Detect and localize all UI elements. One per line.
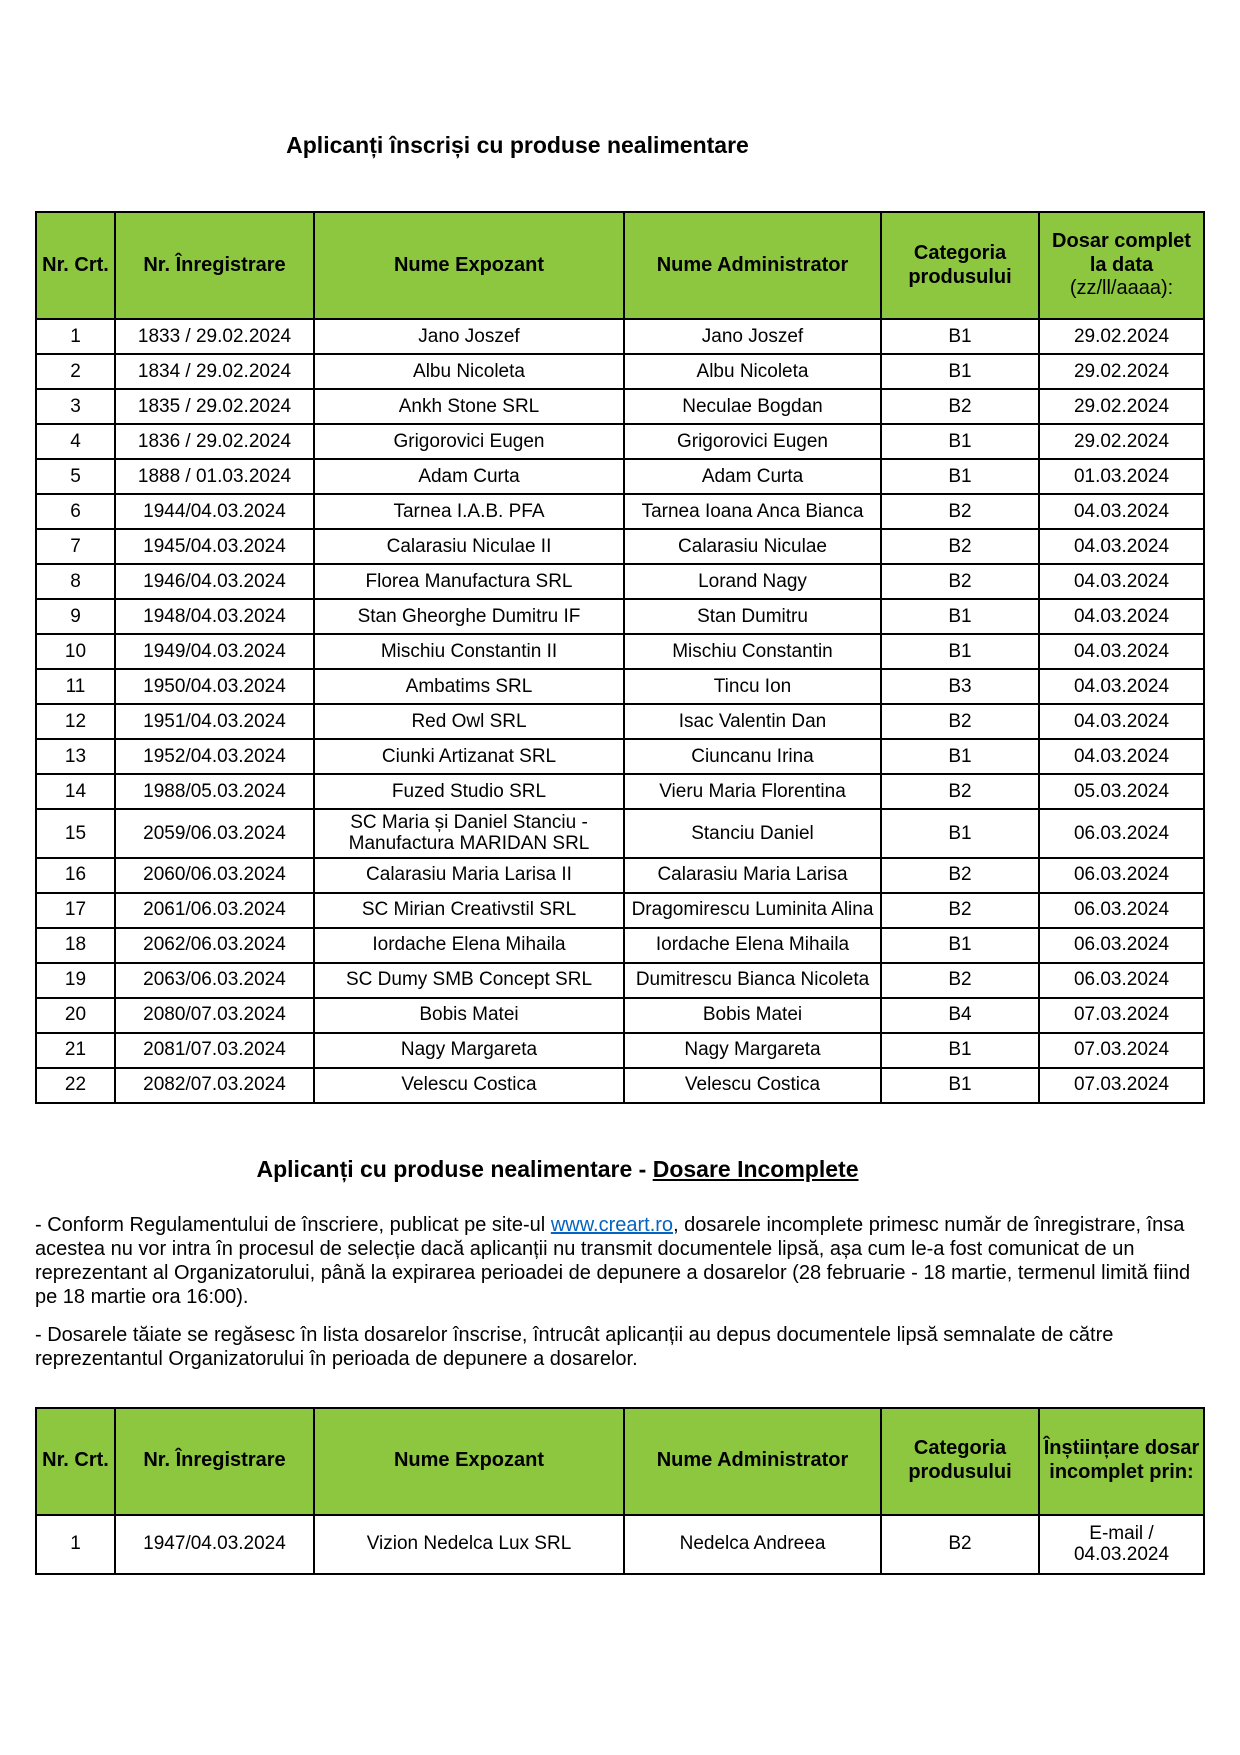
table-cell: 1948/04.03.2024 [115,599,314,634]
table-cell: 06.03.2024 [1039,963,1204,998]
table-cell: 06.03.2024 [1039,928,1204,963]
table-cell: Calarasiu Niculae [624,529,881,564]
table-cell: 04.03.2024 [1039,669,1204,704]
table-cell: Iordache Elena Mihaila [314,928,624,963]
table-cell: 05.03.2024 [1039,774,1204,809]
table-cell: 04.03.2024 [1039,529,1204,564]
section-title-incomplete [40,1156,1075,1183]
table-cell: E-mail / 04.03.2024 [1039,1515,1204,1574]
column-header [115,1408,314,1515]
table-cell: 1833 / 29.02.2024 [115,319,314,354]
table-cell: Nedelca Andreea [624,1515,881,1574]
incomplete-applicants-table [35,1407,1205,1575]
section-title-prefix: Aplicanți cu produse nealimentare - [256,1155,653,1182]
table-cell: 19 [36,963,115,998]
column-header-label: Categoria produsului [908,241,1012,288]
note-paragraph-1 [35,1213,1205,1309]
table-cell: Adam Curta [314,459,624,494]
table-cell: Tarnea I.A.B. PFA [314,494,624,529]
table-cell: B1 [881,739,1039,774]
table-cell: Vieru Maria Florentina [624,774,881,809]
table-cell: 22 [36,1068,115,1103]
table-row [36,494,1204,529]
table-cell: B1 [881,1068,1039,1103]
column-header [1039,1408,1204,1515]
table-cell: 1950/04.03.2024 [115,669,314,704]
table-cell: Iordache Elena Mihaila [624,928,881,963]
table-cell: 01.03.2024 [1039,459,1204,494]
table-cell: 04.03.2024 [1039,739,1204,774]
table-row [36,319,1204,354]
column-header-label: Categoria produsului [908,1437,1012,1484]
table-cell: 29.02.2024 [1039,319,1204,354]
table-cell: 3 [36,389,115,424]
note-paragraph-2: - Dosarele tăiate se regăsesc în lista dosarelor înscrise, întrucât aplicanții au depus documentele lipsă semnalate de către reprezentantul Organizatorului în perioada de depunere a dosarelor. [35,1323,1114,1370]
table-cell: 04.03.2024 [1039,704,1204,739]
table-cell: Nagy Margareta [624,1033,881,1068]
table-cell: 2060/06.03.2024 [115,858,314,893]
table-cell: Ciunki Artizanat SRL [314,739,624,774]
table-row [36,739,1204,774]
table-cell: B1 [881,459,1039,494]
table-cell: Tincu Ion [624,669,881,704]
table-row [36,564,1204,599]
column-header-label: Nume Expozant [393,1449,545,1472]
table-row [36,704,1204,739]
table-cell: 1944/04.03.2024 [115,494,314,529]
table-row [36,1515,1204,1574]
table-cell: Mischiu Constantin [624,634,881,669]
table-cell: 7 [36,529,115,564]
column-header [881,1408,1039,1515]
table-cell: 1952/04.03.2024 [115,739,314,774]
table-cell: 1946/04.03.2024 [115,564,314,599]
table-cell: 2061/06.03.2024 [115,893,314,928]
table-cell: Calarasiu Niculae II [314,529,624,564]
table-cell: 04.03.2024 [1039,599,1204,634]
table-cell: 2059/06.03.2024 [115,809,314,858]
table-cell: 1 [36,319,115,354]
column-header-label: Nr. Crt. [42,253,109,276]
table-cell: 1888 / 01.03.2024 [115,459,314,494]
table-cell: Ambatims SRL [314,669,624,704]
table-cell: 2062/06.03.2024 [115,928,314,963]
table-cell: Albu Nicoleta [624,354,881,389]
table-cell: Tarnea Ioana Anca Bianca [624,494,881,529]
table-cell: Lorand Nagy [624,564,881,599]
creart-website-link[interactable]: www.creart.ro [550,1213,674,1236]
table-cell: 12 [36,704,115,739]
table-cell: B2 [881,858,1039,893]
table-row [36,669,1204,704]
table-cell: 1951/04.03.2024 [115,704,314,739]
column-header-label: Nr. Înregistrare [143,1449,286,1472]
column-header-label: Nr. Crt. [42,1449,109,1472]
table-cell: 07.03.2024 [1039,998,1204,1033]
table-cell: B1 [881,809,1039,858]
table-cell: 1 [36,1515,115,1574]
column-header-label: Nr. Înregistrare [143,253,286,276]
table-cell: 13 [36,739,115,774]
table-cell: 11 [36,669,115,704]
table-cell: B2 [881,963,1039,998]
table-row [36,599,1204,634]
table-cell: 06.03.2024 [1039,893,1204,928]
table-cell: B2 [881,494,1039,529]
table-cell: B2 [881,893,1039,928]
column-header [314,1408,624,1515]
table-row [36,809,1204,858]
table-cell: Neculae Bogdan [624,389,881,424]
table-cell: 1988/05.03.2024 [115,774,314,809]
table-cell: 10 [36,634,115,669]
table-cell: B1 [881,424,1039,459]
table-row [36,354,1204,389]
table-cell: 04.03.2024 [1039,494,1204,529]
table-row [36,963,1204,998]
table-cell: Grigorovici Eugen [624,424,881,459]
table-cell: 18 [36,928,115,963]
table-cell: Stan Dumitru [624,599,881,634]
table-cell: Bobis Matei [624,998,881,1033]
table-cell: 1835 / 29.02.2024 [115,389,314,424]
table-cell: Bobis Matei [314,998,624,1033]
table-cell: Velescu Costica [624,1068,881,1103]
table-cell: 2081/07.03.2024 [115,1033,314,1068]
table-cell: Vizion Nedelca Lux SRL [314,1515,624,1574]
table-cell: Stanciu Daniel [624,809,881,858]
table-cell: Velescu Costica [314,1068,624,1103]
table-cell: 07.03.2024 [1039,1033,1204,1068]
table-cell: 1949/04.03.2024 [115,634,314,669]
table-row [36,928,1204,963]
table-cell: Ankh Stone SRL [314,389,624,424]
table-cell: SC Dumy SMB Concept SRL [314,963,624,998]
table-cell: Florea Manufactura SRL [314,564,624,599]
table-cell: B2 [881,1515,1039,1574]
table-row [36,634,1204,669]
table-cell: B2 [881,704,1039,739]
table-row [36,459,1204,494]
table-cell: 8 [36,564,115,599]
table-row [36,1068,1204,1103]
column-header-label: Nume Expozant [393,253,545,276]
table-cell: 6 [36,494,115,529]
table-cell: B2 [881,774,1039,809]
table-cell: Dragomirescu Luminita Alina [624,893,881,928]
column-header [1039,212,1204,319]
table-row [36,1033,1204,1068]
table-cell: Grigorovici Eugen [314,424,624,459]
table-row [36,389,1204,424]
table-cell: 2080/07.03.2024 [115,998,314,1033]
table-cell: 9 [36,599,115,634]
table-cell: B1 [881,319,1039,354]
table-row [36,998,1204,1033]
table-row [36,893,1204,928]
notes-section [35,1213,1205,1371]
column-header [36,212,115,319]
table-cell: 17 [36,893,115,928]
table-cell: 06.03.2024 [1039,809,1204,858]
table-cell: SC Maria și Daniel Stanciu - Manufactura MARIDAN SRL [314,809,624,858]
table-cell: B1 [881,1033,1039,1068]
table-row [36,774,1204,809]
table-cell: B1 [881,634,1039,669]
table-cell: 1836 / 29.02.2024 [115,424,314,459]
table-cell: Ciuncanu Irina [624,739,881,774]
table-cell: Stan Gheorghe Dumitru IF [314,599,624,634]
table-cell: 21 [36,1033,115,1068]
table-cell: Nagy Margareta [314,1033,624,1068]
table-row [36,858,1204,893]
table-cell: 04.03.2024 [1039,564,1204,599]
table-cell: 2063/06.03.2024 [115,963,314,998]
table-cell: B2 [881,564,1039,599]
table-cell: 15 [36,809,115,858]
column-header [314,212,624,319]
column-header-label: Înștiințare dosar incomplet prin: [1043,1437,1200,1484]
table-cell: B1 [881,599,1039,634]
table-cell: B4 [881,998,1039,1033]
registered-applicants-table [35,211,1205,1104]
column-header [115,212,314,319]
column-header [881,212,1039,319]
table-cell: Jano Joszef [624,319,881,354]
column-header [624,1408,881,1515]
table-cell: Fuzed Studio SRL [314,774,624,809]
column-header-label: Nume Administrator [656,1449,849,1472]
table-cell: 16 [36,858,115,893]
note-1-text-after-link: , dosarele incomplete primesc număr de înregistrare, însa acestea nu vor intra în procesul de selecție dacă aplicanții nu transmit documentele lipsă, așa cum le-a fost comunicat de un reprezentant al Organizatorului, până la expirarea perioadei de depunere a dosarelor (28 februarie - 18 martie, termenul limită fiind pe 18 martie ora 16:00). [35,1213,1191,1308]
table-cell: Mischiu Constantin II [314,634,624,669]
table-cell: Adam Curta [624,459,881,494]
table-cell: 29.02.2024 [1039,354,1204,389]
table-cell: Dumitrescu Bianca Nicoleta [624,963,881,998]
table-cell: 2 [36,354,115,389]
table-cell: 29.02.2024 [1039,389,1204,424]
table-cell: Calarasiu Maria Larisa II [314,858,624,893]
table-cell: B2 [881,389,1039,424]
section-title-underlined: Dosare Incomplete [652,1155,859,1182]
table-cell: Isac Valentin Dan [624,704,881,739]
table-cell: B1 [881,928,1039,963]
table-cell: 06.03.2024 [1039,858,1204,893]
table-cell: Jano Joszef [314,319,624,354]
table-row [36,424,1204,459]
table-cell: SC Mirian Creativstil SRL [314,893,624,928]
table-cell: 07.03.2024 [1039,1068,1204,1103]
table-header-row [36,1408,1204,1515]
table-cell: Red Owl SRL [314,704,624,739]
table-row [36,529,1204,564]
note-1-text-before-link: - Conform Regulamentului de înscriere, publicat pe site-ul [35,1213,551,1236]
table-cell: 1834 / 29.02.2024 [115,354,314,389]
table-cell: 14 [36,774,115,809]
table-cell: 1947/04.03.2024 [115,1515,314,1574]
table-cell: 20 [36,998,115,1033]
table-cell: 2082/07.03.2024 [115,1068,314,1103]
column-header [624,212,881,319]
table-cell: 29.02.2024 [1039,424,1204,459]
table-cell: Albu Nicoleta [314,354,624,389]
page-title: Aplicanți înscriși cu produse nealimentare [286,132,749,158]
table-cell: 1945/04.03.2024 [115,529,314,564]
table-cell: Calarasiu Maria Larisa [624,858,881,893]
column-header-label: Dosar complet la data [1052,230,1191,276]
table-cell: B1 [881,354,1039,389]
column-header-format-hint: (zz/ll/aaaa): [1069,277,1174,300]
column-header [36,1408,115,1515]
table-header-row [36,212,1204,319]
table-cell: 04.03.2024 [1039,634,1204,669]
table-cell: 5 [36,459,115,494]
column-header-label: Nume Administrator [656,253,849,276]
table-cell: B3 [881,669,1039,704]
table-cell: B2 [881,529,1039,564]
table-cell: 4 [36,424,115,459]
